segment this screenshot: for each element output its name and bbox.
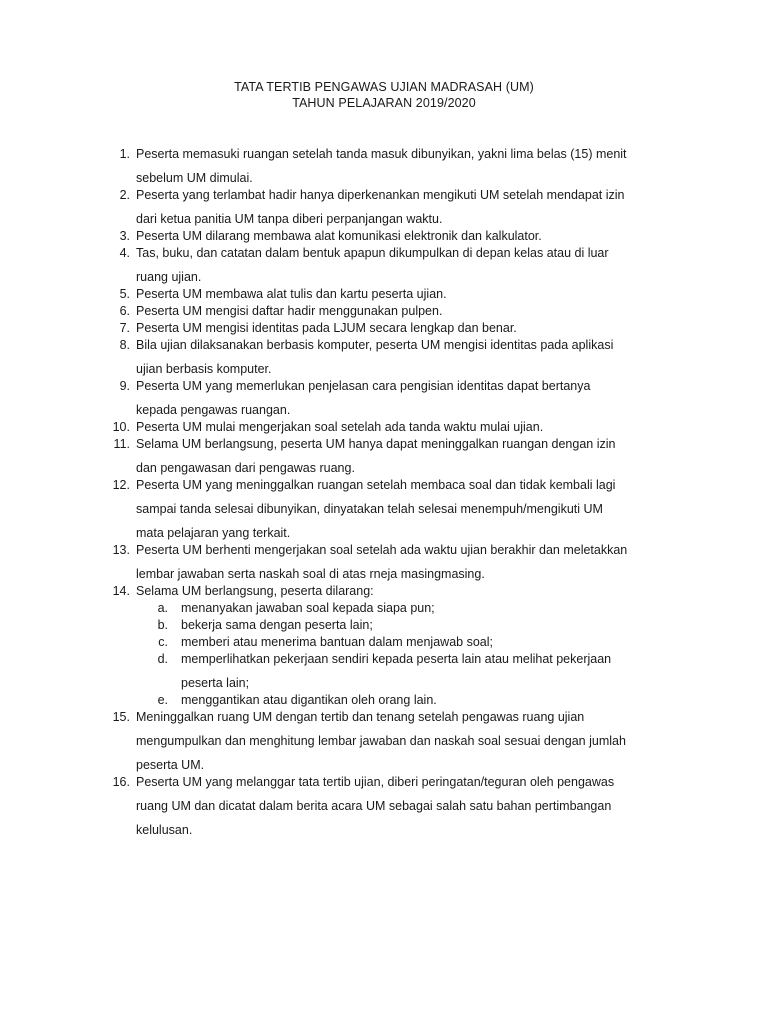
sub-item-letter: a. [157,601,168,615]
rule-item [0,337,696,378]
rule-text [136,542,696,583]
rule-text-line: lembar jawaban serta naskah soal di atas rneja masingmasing. [136,567,485,581]
rule-text-line: Peserta UM mengisi identitas pada LJUM secara lengkap dan benar. [136,321,517,335]
rule-number: 14. [112,584,130,598]
document-title [0,79,768,111]
rule-number: 7. [119,321,130,335]
rule-text-line: menanyakan jawaban soal kepada siapa pun; [181,601,435,615]
rule-text-line: Peserta UM berhenti mengerjakan soal setelah ada waktu ujian berakhir dan meletakkan [136,543,628,557]
rule-item [0,303,696,320]
rules-list [0,146,768,839]
rule-text-line: ujian berbasis komputer. [136,362,272,376]
rule-number: 6. [119,304,130,318]
rule-number: 2. [119,188,130,202]
rule-number: 15. [112,710,130,724]
rule-text-line: peserta UM. [136,758,205,772]
sub-item-text [181,692,696,709]
rule-text-line: kelulusan. [136,823,193,837]
rule-item [0,245,696,286]
rule-text-line: Peserta UM yang melanggar tata tertib ujian, diberi peringatan/teguran oleh pengawas [136,775,615,789]
rule-text-line: ruang ujian. [136,270,202,284]
rule-text-line: Peserta memasuki ruangan setelah tanda masuk dibunyikan, yakni lima belas (15) menit [136,147,627,161]
rule-text-line: Bila ujian dilaksanakan berbasis komputer, peserta UM mengisi identitas pada aplikasi [136,338,614,352]
rule-text-line: Tas, buku, dan catatan dalam bentuk apapun dikumpulkan di depan kelas atau di luar [136,246,609,260]
rule-text [136,583,696,600]
rule-item [0,774,696,839]
rule-text [136,320,696,337]
rule-item [0,419,696,436]
rule-text-line: Selama UM berlangsung, peserta UM hanya dapat meninggalkan ruangan dengan izin [136,437,616,451]
sub-item-text [181,617,696,634]
rule-item [0,378,696,419]
rule-item [0,187,696,228]
rule-text-line: ruang UM dan dicatat dalam berita acara UM sebagai salah satu bahan pertimbangan [136,799,612,813]
rule-number: 8. [119,338,130,352]
rule-number: 3. [119,229,130,243]
rule-item [0,583,696,709]
sub-item [136,634,696,651]
rule-text [136,436,696,477]
rule-text-line: Peserta UM membawa alat tulis dan kartu peserta ujian. [136,287,447,301]
sub-list [136,600,696,709]
rule-text-line: menggantikan atau digantikan oleh orang lain. [181,693,437,707]
rule-item [0,709,696,774]
sub-item-letter: d. [157,652,168,666]
rule-text-line: dan pengawasan dari pengawas ruang. [136,461,355,475]
sub-item-text [181,651,696,692]
rule-text-line: mata pelajaran yang terkait. [136,526,291,540]
sub-item-text [181,600,696,617]
rule-text-line: Peserta UM mengisi daftar hadir menggunakan pulpen. [136,304,443,318]
rule-item [0,320,696,337]
rule-text [136,419,696,436]
rule-text-line: Peserta UM dilarang membawa alat komunikasi elektronik dan kalkulator. [136,229,542,243]
rule-number: 5. [119,287,130,301]
rule-item [0,436,696,477]
rule-text [136,477,696,542]
rule-text [136,245,696,286]
sub-item [136,600,696,617]
rule-text-line: Selama UM berlangsung, peserta dilarang: [136,584,374,598]
rule-number: 9. [119,379,130,393]
rule-text-line: Meninggalkan ruang UM dengan tertib dan tenang setelah pengawas ruang ujian [136,710,585,724]
rule-number: 12. [112,478,130,492]
rule-item [0,542,696,583]
sub-item-letter: c. [158,635,168,649]
sub-item-text [181,634,696,651]
rule-text-line: Peserta yang terlambat hadir hanya diperkenankan mengikuti UM setelah mendapat izin [136,188,625,202]
rule-number: 4. [119,246,130,260]
rule-text [136,303,696,320]
rule-number: 13. [112,543,130,557]
rule-text-line: sampai tanda selesai dibunyikan, dinyatakan telah selesai menempuh/mengikuti UM [136,502,603,516]
rule-text [136,378,696,419]
sub-item [136,692,696,709]
sub-item [136,617,696,634]
rule-text [136,774,696,839]
rule-text-line: dari ketua panitia UM tanpa diberi perpanjangan waktu. [136,212,443,226]
sub-item-letter: b. [157,618,168,632]
title-line-2: TAHUN PELAJARAN 2019/2020 [292,96,476,110]
rule-text-line: bekerja sama dengan peserta lain; [181,618,373,632]
rule-number: 16. [112,775,130,789]
rule-number: 10. [112,420,130,434]
rule-text-line: sebelum UM dimulai. [136,171,253,185]
rule-text [136,709,696,774]
rule-text-line: Peserta UM yang meninggalkan ruangan setelah membaca soal dan tidak kembali lagi [136,478,616,492]
sub-item [136,651,696,692]
rule-text-line: kepada pengawas ruangan. [136,403,291,417]
rule-text-line: mengumpulkan dan menghitung lembar jawaban dan naskah soal sesuai dengan jumlah [136,734,626,748]
rule-text-line: Peserta UM mulai mengerjakan soal setelah ada tanda waktu mulai ujian. [136,420,544,434]
rule-text-line: memperlihatkan pekerjaan sendiri kepada peserta lain atau melihat pekerjaan [181,652,612,666]
rule-item [0,286,696,303]
rule-item [0,146,696,187]
rule-text [136,187,696,228]
rule-text-line: peserta lain; [181,676,250,690]
rule-text [136,146,696,187]
rule-text [136,337,696,378]
rule-number: 1. [119,147,130,161]
title-line-1: TATA TERTIB PENGAWAS UJIAN MADRASAH (UM) [234,80,534,94]
rule-text-line: Peserta UM yang memerlukan penjelasan cara pengisian identitas dapat bertanya [136,379,591,393]
rule-item [0,477,696,542]
rule-text-line: memberi atau menerima bantuan dalam menjawab soal; [181,635,493,649]
sub-item-letter: e. [157,693,168,707]
rule-text [136,228,696,245]
rule-text [136,286,696,303]
rule-item [0,228,696,245]
rule-number: 11. [113,437,130,451]
